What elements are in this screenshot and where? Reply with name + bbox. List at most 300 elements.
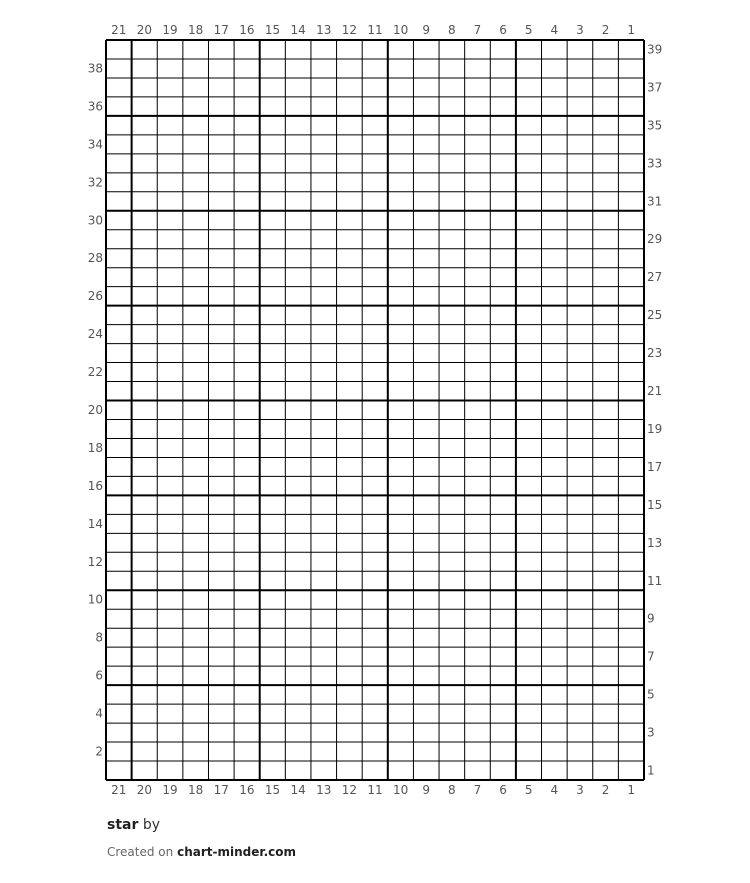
chart-cell	[362, 476, 388, 495]
chart-cell	[388, 457, 414, 476]
chart-cell	[132, 116, 158, 135]
chart-cell	[157, 230, 183, 249]
chart-cell	[157, 287, 183, 306]
chart-cell	[157, 723, 183, 742]
chart-cell	[618, 476, 644, 495]
chart-cell	[413, 571, 439, 590]
chart-cell	[337, 116, 363, 135]
chart-cell	[465, 704, 491, 723]
chart-cell	[465, 609, 491, 628]
chart-cell	[260, 552, 286, 571]
chart-cell	[157, 685, 183, 704]
chart-cell	[465, 192, 491, 211]
chart-cell	[388, 249, 414, 268]
chart-cell	[285, 552, 311, 571]
chart-cell	[516, 230, 542, 249]
chart-cell	[234, 40, 260, 59]
chart-cell	[362, 514, 388, 533]
chart-cell	[413, 344, 439, 363]
chart-cell	[285, 571, 311, 590]
chart-cell	[132, 514, 158, 533]
chart-cell	[567, 211, 593, 230]
chart-cell	[132, 325, 158, 344]
column-number-bottom: 18	[188, 783, 204, 797]
chart-cell	[157, 325, 183, 344]
chart-cell	[618, 533, 644, 552]
chart-cell	[439, 287, 465, 306]
chart-cell	[285, 116, 311, 135]
chart-cell	[465, 325, 491, 344]
row-number-right: 3	[647, 725, 655, 740]
chart-cell	[618, 401, 644, 420]
column-number-bottom: 4	[550, 783, 559, 797]
chart-cell	[490, 40, 516, 59]
chart-cell	[413, 40, 439, 59]
chart-cell	[311, 552, 337, 571]
chart-cell	[465, 230, 491, 249]
chart-cell	[388, 306, 414, 325]
chart-cell	[439, 476, 465, 495]
chart-cell	[413, 59, 439, 78]
chart-cell	[157, 59, 183, 78]
chart-cell	[465, 685, 491, 704]
chart-cell	[593, 116, 619, 135]
chart-cell	[208, 287, 234, 306]
chart-cell	[183, 438, 209, 457]
chart-cell	[106, 192, 132, 211]
chart-cell	[337, 704, 363, 723]
chart-cell	[542, 78, 568, 97]
chart-cell	[132, 419, 158, 438]
chart-cell	[490, 382, 516, 401]
chart-cell	[234, 97, 260, 116]
chart-cell	[413, 419, 439, 438]
chart-cell	[260, 344, 286, 363]
chart-cell	[490, 666, 516, 685]
chart-cell	[516, 211, 542, 230]
chart-cell	[132, 723, 158, 742]
chart-cell	[413, 287, 439, 306]
chart-cell	[490, 533, 516, 552]
chart-cell	[106, 742, 132, 761]
chart-cell	[183, 192, 209, 211]
chart-cell	[362, 438, 388, 457]
chart-cell	[465, 647, 491, 666]
chart-cell	[413, 704, 439, 723]
chart-cell	[465, 173, 491, 192]
chart-cell	[465, 571, 491, 590]
chart-cell	[106, 571, 132, 590]
chart-cell	[490, 438, 516, 457]
chart-cell	[285, 647, 311, 666]
chart-cell	[542, 647, 568, 666]
chart-cell	[106, 135, 132, 154]
chart-cell	[362, 97, 388, 116]
chart-cell	[567, 59, 593, 78]
chart-cell	[311, 723, 337, 742]
chart-cell	[567, 382, 593, 401]
chart-cell	[337, 154, 363, 173]
chart-cell	[260, 476, 286, 495]
chart-cell	[465, 419, 491, 438]
chart-cell	[362, 723, 388, 742]
chart-cell	[439, 552, 465, 571]
chart-cell	[593, 609, 619, 628]
chart-cell	[311, 116, 337, 135]
chart-cell	[234, 476, 260, 495]
row-number-right: 35	[647, 118, 663, 133]
chart-cell	[388, 419, 414, 438]
chart-cell	[208, 135, 234, 154]
column-number-top: 5	[524, 23, 533, 37]
chart-cell	[593, 401, 619, 420]
chart-cell	[490, 268, 516, 287]
chart-cell	[542, 533, 568, 552]
column-number-top: 18	[188, 23, 204, 37]
chart-cell	[465, 457, 491, 476]
row-number-right: 7	[647, 649, 655, 664]
chart-cell	[337, 666, 363, 685]
chart-cell	[439, 495, 465, 514]
chart-cell	[337, 590, 363, 609]
chart-cell	[106, 325, 132, 344]
chart-cell	[362, 457, 388, 476]
chart-cell	[157, 514, 183, 533]
chart-cell	[337, 40, 363, 59]
chart-cell	[516, 476, 542, 495]
chart-cell	[311, 495, 337, 514]
chart-cell	[337, 495, 363, 514]
chart-cell	[413, 666, 439, 685]
chart-cell	[516, 571, 542, 590]
chart-cell	[337, 609, 363, 628]
chart-cell	[285, 628, 311, 647]
chart-cell	[388, 230, 414, 249]
row-number-right: 17	[647, 459, 663, 474]
chart-cell	[285, 268, 311, 287]
chart-cell	[183, 363, 209, 382]
chart-cell	[490, 628, 516, 647]
chart-cell	[157, 97, 183, 116]
chart-cell	[234, 211, 260, 230]
chart-cell	[337, 723, 363, 742]
chart-cell	[132, 344, 158, 363]
chart-cell	[593, 287, 619, 306]
chart-cell	[618, 287, 644, 306]
chart-cell	[362, 135, 388, 154]
chart-cell	[593, 533, 619, 552]
chart-cell	[516, 742, 542, 761]
chart-cell	[337, 742, 363, 761]
chart-cell	[618, 647, 644, 666]
chart-cell	[567, 609, 593, 628]
chart-cell	[516, 590, 542, 609]
chart-cell	[413, 438, 439, 457]
chart-cell	[465, 382, 491, 401]
chart-cell	[132, 476, 158, 495]
chart-cell	[413, 628, 439, 647]
chart-cell	[311, 78, 337, 97]
chart-cell	[542, 419, 568, 438]
chart-cell	[260, 249, 286, 268]
row-number-left: 12	[87, 554, 103, 569]
chart-cell	[413, 116, 439, 135]
chart-cell	[285, 742, 311, 761]
chart-cell	[465, 742, 491, 761]
chart-cell	[593, 154, 619, 173]
chart-cell	[285, 154, 311, 173]
chart-cell	[106, 344, 132, 363]
chart-cell	[208, 495, 234, 514]
chart-cell	[106, 647, 132, 666]
chart-cell	[413, 230, 439, 249]
chart-cell	[132, 590, 158, 609]
chart-cell	[285, 230, 311, 249]
chart-cell	[542, 609, 568, 628]
chart-cell	[618, 135, 644, 154]
chart-cell	[234, 306, 260, 325]
chart-cell	[542, 571, 568, 590]
chart-cell	[234, 173, 260, 192]
chart-cell	[157, 742, 183, 761]
chart-cell	[311, 97, 337, 116]
chart-cell	[106, 249, 132, 268]
chart-cell	[516, 552, 542, 571]
chart-cell	[465, 761, 491, 780]
chart-cell	[542, 192, 568, 211]
chart-cell	[567, 40, 593, 59]
chart-cell	[516, 173, 542, 192]
chart-cell	[465, 135, 491, 154]
chart-cell	[285, 704, 311, 723]
chart-cell	[388, 438, 414, 457]
chart-cell	[311, 457, 337, 476]
chart-cell	[567, 495, 593, 514]
chart-cell	[183, 476, 209, 495]
chart-cell	[183, 628, 209, 647]
chart-cell	[542, 438, 568, 457]
chart-cell	[208, 609, 234, 628]
chart-cell	[337, 438, 363, 457]
chart-cell	[311, 514, 337, 533]
chart-cell	[157, 116, 183, 135]
chart-cell	[362, 628, 388, 647]
chart-cell	[285, 590, 311, 609]
chart-cell	[183, 685, 209, 704]
chart-cell	[542, 268, 568, 287]
chart-cell	[388, 78, 414, 97]
chart-cell	[567, 457, 593, 476]
chart-cell	[234, 533, 260, 552]
column-number-bottom: 8	[448, 783, 456, 797]
column-number-bottom: 13	[316, 783, 332, 797]
row-number-left: 36	[87, 99, 103, 114]
chart-cell	[337, 628, 363, 647]
chart-cell	[567, 704, 593, 723]
chart-cell	[567, 685, 593, 704]
chart-cell	[618, 552, 644, 571]
chart-cell	[465, 723, 491, 742]
chart-cell	[260, 438, 286, 457]
chart-cell	[311, 419, 337, 438]
chart-cell	[183, 40, 209, 59]
chart-cell	[157, 249, 183, 268]
column-number-bottom: 2	[601, 783, 610, 797]
chart-cell	[157, 419, 183, 438]
chart-cell	[490, 230, 516, 249]
chart-cell	[208, 325, 234, 344]
chart-cell	[260, 211, 286, 230]
chart-cell	[439, 211, 465, 230]
chart-cell	[260, 40, 286, 59]
chart-cell	[285, 761, 311, 780]
chart-cell	[439, 154, 465, 173]
chart-cell	[157, 344, 183, 363]
chart-cell	[183, 382, 209, 401]
chart-cell	[234, 287, 260, 306]
row-number-right: 21	[647, 384, 663, 399]
chart-cell	[567, 438, 593, 457]
chart-cell	[183, 419, 209, 438]
chart-cell	[311, 438, 337, 457]
chart-cell	[337, 647, 363, 666]
chart-cell	[542, 154, 568, 173]
chart-cell	[593, 723, 619, 742]
chart-cell	[106, 419, 132, 438]
chart-cell	[234, 154, 260, 173]
chart-cell	[413, 363, 439, 382]
chart-cell	[183, 287, 209, 306]
chart-cell	[208, 761, 234, 780]
chart-cell	[362, 363, 388, 382]
chart-cell	[490, 457, 516, 476]
column-number-top: 8	[448, 23, 456, 37]
chart-cell	[311, 476, 337, 495]
chart-cell	[439, 230, 465, 249]
chart-cell	[593, 514, 619, 533]
chart-cell	[567, 268, 593, 287]
chart-cell	[439, 325, 465, 344]
chart-cell	[285, 344, 311, 363]
chart-cell	[465, 514, 491, 533]
chart-cell	[234, 647, 260, 666]
chart-cell	[106, 590, 132, 609]
chart-cell	[618, 154, 644, 173]
chart-cell	[593, 552, 619, 571]
chart-cell	[234, 268, 260, 287]
chart-cell	[439, 344, 465, 363]
chart-cell	[465, 590, 491, 609]
chart-cell	[157, 552, 183, 571]
chart-cell	[208, 249, 234, 268]
chart-cell	[593, 685, 619, 704]
chart-cell	[106, 363, 132, 382]
chart-cell	[388, 59, 414, 78]
chart-cell	[260, 116, 286, 135]
chart-cell	[618, 571, 644, 590]
chart-cell	[465, 344, 491, 363]
chart-cell	[439, 685, 465, 704]
chart-cell	[337, 268, 363, 287]
chart-cell	[516, 704, 542, 723]
chart-cell	[234, 344, 260, 363]
chart-cell	[618, 230, 644, 249]
chart-cell	[490, 249, 516, 268]
row-number-left: 10	[87, 592, 103, 607]
chart-cell	[208, 382, 234, 401]
site-link[interactable]: chart-minder.com	[177, 845, 296, 859]
chart-cell	[183, 249, 209, 268]
chart-cell	[362, 533, 388, 552]
chart-cell	[157, 495, 183, 514]
chart-cell	[618, 192, 644, 211]
created-on-label: Created on	[107, 845, 174, 859]
chart-cell	[593, 306, 619, 325]
row-number-right: 33	[647, 156, 663, 171]
chart-cell	[593, 363, 619, 382]
chart-cell	[234, 59, 260, 78]
chart-cell	[593, 476, 619, 495]
column-number-bottom: 10	[392, 783, 409, 797]
chart-cell	[362, 382, 388, 401]
chart-cell	[516, 97, 542, 116]
chart-cell	[593, 192, 619, 211]
row-number-left: 2	[95, 744, 103, 759]
row-number-left: 34	[87, 137, 103, 152]
chart-cell	[490, 135, 516, 154]
chart-cell	[413, 742, 439, 761]
chart-cell	[311, 382, 337, 401]
chart-cell	[388, 514, 414, 533]
chart-cell	[618, 268, 644, 287]
column-number-bottom: 5	[524, 783, 533, 797]
chart-cell	[132, 438, 158, 457]
chart-grid-cells	[106, 40, 644, 780]
chart-cell	[106, 666, 132, 685]
chart-cell	[157, 78, 183, 97]
row-number-right: 25	[647, 308, 663, 323]
chart-cell	[285, 476, 311, 495]
chart-cell	[132, 495, 158, 514]
chart-cell	[542, 40, 568, 59]
chart-cell	[106, 552, 132, 571]
chart-cell	[593, 230, 619, 249]
chart-cell	[465, 268, 491, 287]
chart-cell	[106, 514, 132, 533]
chart-cell	[593, 59, 619, 78]
column-number-top: 6	[499, 23, 507, 37]
chart-cell	[260, 704, 286, 723]
chart-cell	[567, 533, 593, 552]
chart-cell	[542, 382, 568, 401]
chart-cell	[337, 230, 363, 249]
chart-cell	[567, 230, 593, 249]
chart-cell	[388, 401, 414, 420]
chart-cell	[567, 192, 593, 211]
chart-cell	[260, 268, 286, 287]
chart-cell	[311, 628, 337, 647]
chart-cell	[439, 590, 465, 609]
chart-cell	[593, 628, 619, 647]
column-number-bottom: 9	[422, 783, 431, 797]
chart-cell	[542, 401, 568, 420]
chart-cell	[542, 173, 568, 192]
chart-cell	[618, 609, 644, 628]
chart-cell	[362, 685, 388, 704]
chart-cell	[516, 457, 542, 476]
chart-cell	[234, 230, 260, 249]
chart-cell	[542, 476, 568, 495]
